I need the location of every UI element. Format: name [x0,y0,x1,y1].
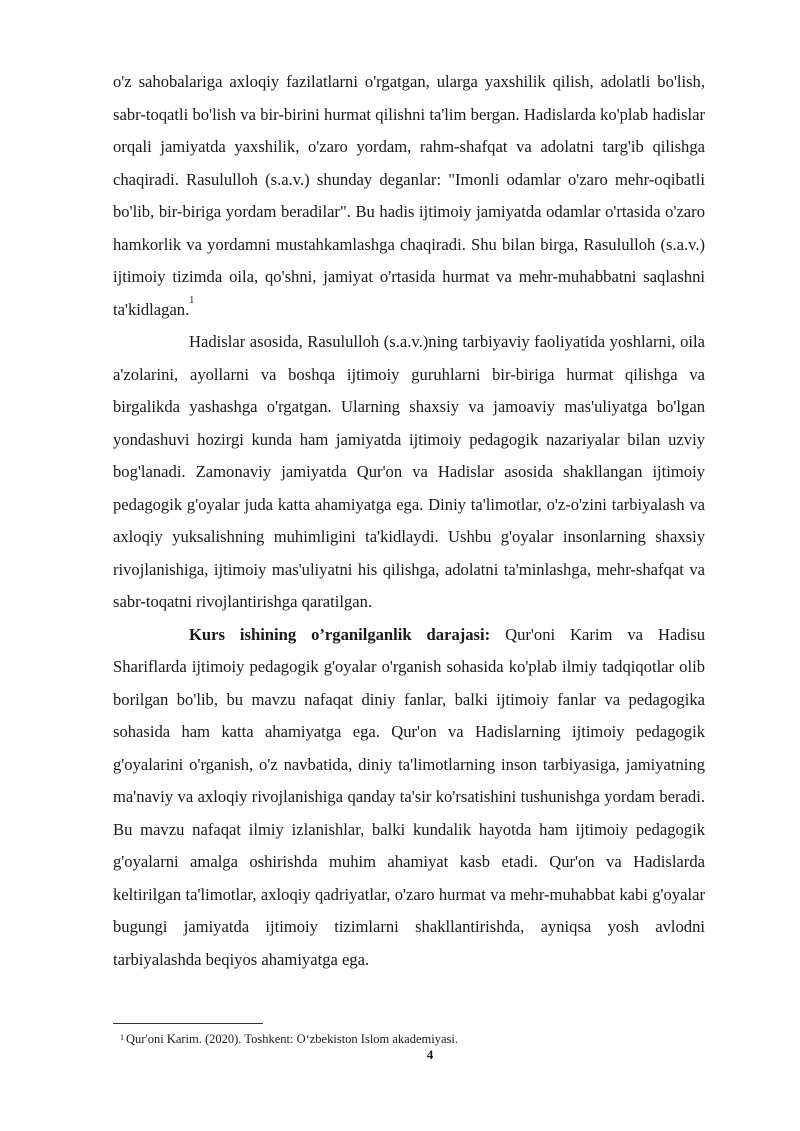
paragraph-3 [113,619,705,977]
paragraph-1-text: o'z sahobalariga axloqiy fazilatlarni o'rgatgan, ularga yaxshilik qilish, adolatli bo'lish, sabr-toqatli bo'lish va bir-birini hurmat qilishni ta'lim bergan. Hadislarda ko'plab hadislar orqali jamiyatda yaxshilik, o'zaro yordam, rahm-shafqat va adolatni targ'ib qilishga chaqiradi. Rasululloh (s.a.v.) shunday deganlar: "Imonli odamlar o'zaro mehr-oqibatli bo'lib, bir-biriga yordam beradilar". Bu hadis ijtimoiy jamiyatda odamlar o'rtasida o'zaro hamkorlik va yordamni mustahkamlashga chaqiradi. Shu bilan birga, Rasululloh (s.a.v.) ijtimoiy tizimda oila, qo'shni, jamiyat o'rtasida hurmat va mehr-muhabbatni saqlashni ta'kidlagan. [113,72,705,319]
footnote-text: Qur'oni Karim. (2020). Toshkent: O‘zbekiston Islom akademiyasi. [126,1032,458,1046]
footnote-reference[interactable]: 1 [189,294,195,306]
section-heading: Kurs ishining o’rganilganlik darajasi: [189,624,491,644]
page-number: 4 [426,1047,434,1062]
paragraph-1 [113,66,705,326]
paragraph-3-text: Qur'oni Karim va Hadisu Shariflarda ijtimoiy pedagogik g'oyalar o'rganish sohasida ko'plab ilmiy tadqiqotlar olib borilgan bo'lib, bu mavzu nafaqat diniy fanlar, balki ijtimoiy fanlar va pedagogika sohasida ham katta ahamiyatga ega. Qur'on va Hadislarning ijtimoiy pedagogik g'oyalarini o'rganish, o'z navbatida, diniy ta'limotlarning inson tarbiyasiga, jamiyatning ma'naviy va axloqiy rivojlanishiga qanday ta'sir ko'rsatishini tushunishga yordam beradi. Bu mavzu nafaqat ilmiy izlanishlar, balki kundalik hayotda ham ijtimoiy pedagogik g'oyalarni amalga oshirishda muhim ahamiyat kasb etadi. Qur'on va Hadislarda keltirilgan ta'limotlar, axloqiy qadriyatlar, o'zaro hurmat va mehr-muhabbat kabi g'oyalar bugungi jamiyatda ijtimoiy tizimlarni shakllantirishda, ayniqsa yosh avlodni tarbiyalashda beqiyos ahamiyatga ega. [113,624,705,969]
footnote-mark: 1 [120,1033,124,1042]
footnote [120,1031,458,1047]
footnote-divider [113,1023,263,1024]
paragraph-2: Hadislar asosida, Rasululloh (s.a.v.)ning tarbiyaviy faoliyatida yoshlarni, oila a'zolarini, ayollarni va boshqa ijtimoiy guruhlarni bir-biriga hurmat qilishga va birgalikda yashashga o'rgatgan. Ularning shaxsiy va jamoaviy mas'uliyatga bo'lgan yondashuvi hozirgi kunda ham jamiyatda ijtimoiy pedagogik nazariyalar bilan uzviy bog'lanadi. Zamonaviy jamiyatda Qur'on va Hadislar asosida shakllangan ijtimoiy pedagogik g'oyalar juda katta ahamiyatga ega. Diniy ta'limotlar, o'z-o'zini tarbiyalash va axloqiy yuksalishning muhimligini ta'kidlaydi. Ushbu g'oyalar insonlarning shaxsiy rivojlanishiga, ijtimoiy mas'uliyatni his qilishga, adolatni ta'minlashga, mehr-shafqat va sabr-toqatni rivojlantirishga qaratilgan. [113,332,705,611]
body-text [113,66,705,976]
